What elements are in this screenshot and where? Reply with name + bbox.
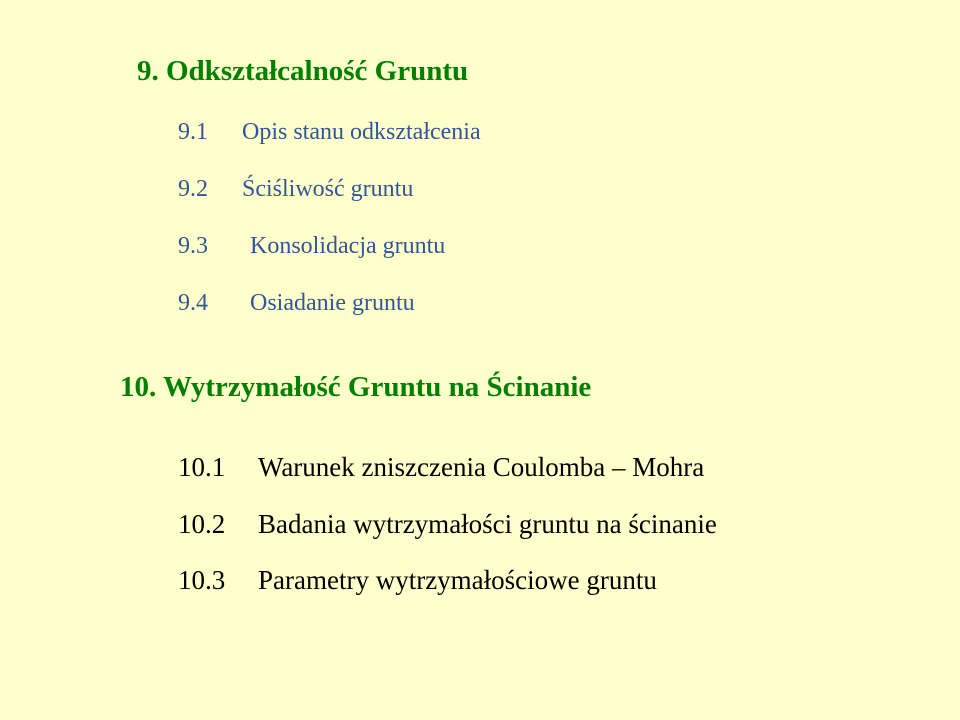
item-text: Osiadanie gruntu <box>250 290 415 316</box>
item-number: 10.3 <box>178 565 226 595</box>
item-text: Opis stanu odkształcenia <box>242 119 481 145</box>
section-10-title: 10. Wytrzymałość Gruntu na Ścinanie <box>120 371 592 403</box>
section-9-title: 9. Odkształcalność Gruntu <box>137 55 469 87</box>
item-number: 9.2 <box>178 176 208 202</box>
item-text: Badania wytrzymałości gruntu na ścinanie <box>258 509 717 539</box>
item-number: 9.3 <box>178 233 208 259</box>
item-text: Ściśliwość gruntu <box>242 176 414 202</box>
item-text: Warunek zniszczenia Coulomba – Mohra <box>258 452 705 482</box>
item-text: Parametry wytrzymałościowe gruntu <box>258 565 657 595</box>
item-number: 10.2 <box>178 509 226 539</box>
item-number: 9.4 <box>178 290 208 316</box>
item-number: 10.1 <box>178 452 226 482</box>
item-number: 9.1 <box>178 119 208 145</box>
item-text: Konsolidacja gruntu <box>250 233 446 259</box>
